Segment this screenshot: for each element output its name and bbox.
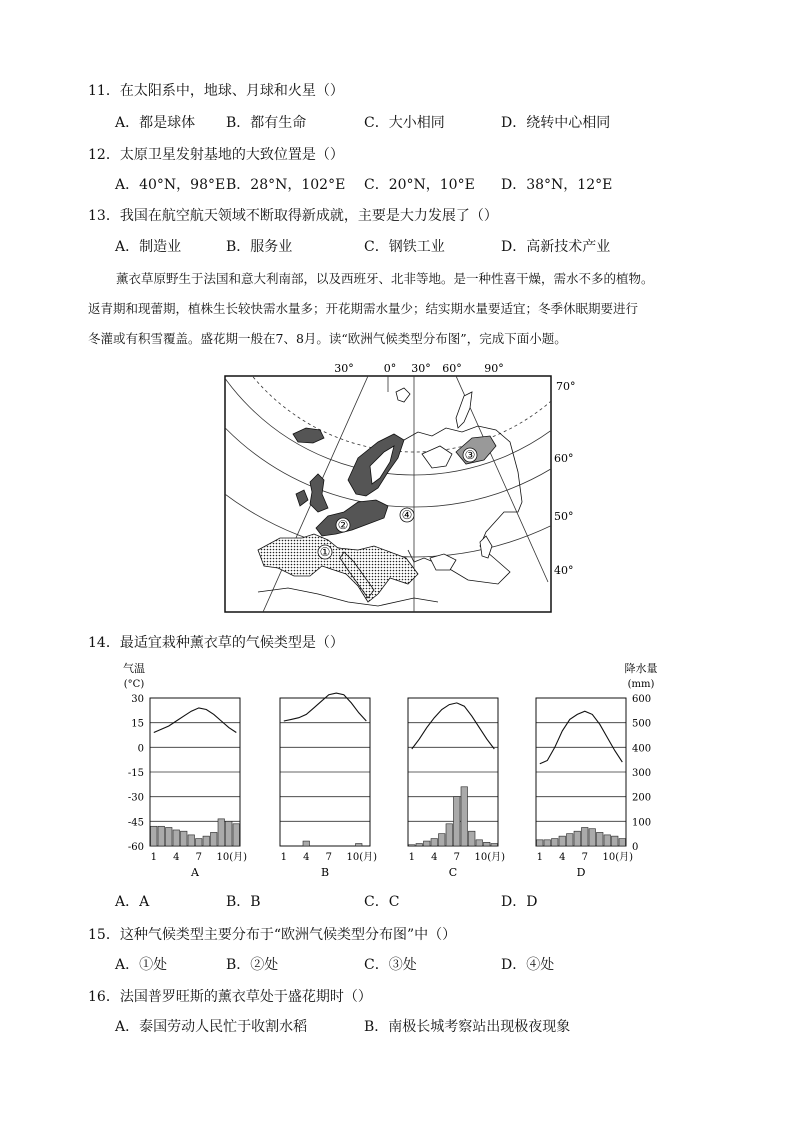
svg-text:②: ② (337, 518, 349, 532)
temperature-curve (284, 693, 367, 721)
precip-bar (612, 836, 619, 846)
svg-text:④: ④ (401, 508, 413, 522)
precip-bar (166, 828, 173, 847)
q13-stem: 13．我国在航空航天领域不断取得新成就，主要是大力发展了（） (88, 208, 498, 224)
precip-bar (218, 819, 225, 846)
precip-bar (454, 797, 461, 846)
q14-stem: 14．最适宜栽种薰衣草的气候类型是（） (88, 635, 344, 651)
lat-label-60: 60° (554, 452, 574, 465)
temperature-curve (540, 711, 623, 764)
precip-tick-label: 600 (632, 694, 652, 705)
precip-bar (537, 840, 544, 846)
temp-tick-label: -45 (127, 817, 144, 829)
lon-label-90e: 90° (484, 362, 504, 375)
temp-tick-label: 30 (131, 694, 144, 705)
precip-bar (484, 842, 491, 846)
climate-chart-b (280, 693, 377, 879)
precip-bar (552, 839, 559, 846)
temp-tick-label: -30 (127, 792, 144, 804)
chart-label: A (191, 866, 199, 879)
temp-tick-label: -15 (127, 768, 144, 779)
q13-option-d: D．高新技术产业 (501, 239, 611, 255)
lat-label-70: 70° (556, 380, 576, 393)
precip-bar (303, 841, 310, 846)
x-tick-label: 4 (173, 852, 180, 863)
temp-tick-label: 15 (131, 718, 144, 730)
precip-bar (416, 844, 423, 846)
europe-climate-map (218, 362, 578, 616)
q13-option-a: A．制造业 (115, 239, 182, 255)
svg-text:①: ① (319, 545, 331, 559)
q11-option-b: B．都有生命 (226, 115, 307, 131)
x-tick-label: 1 (408, 852, 415, 863)
region-marker-4 (400, 508, 414, 522)
precip-bar (431, 839, 438, 846)
q12-option-d: D．38°N，12°E (501, 177, 613, 193)
precip-bar (151, 826, 158, 846)
chart-label: B (320, 866, 330, 879)
precip-bar (424, 841, 431, 846)
precip-bar (439, 834, 446, 846)
precip-tick-label: 0 (632, 842, 639, 853)
x-tick-label: 10(月) (602, 852, 634, 863)
q14-option-a: A．A (115, 894, 150, 910)
passage-line-3: 冬灌或有积雪覆盖。盛花期一般在7、8月。读“欧洲气候类型分布图”，完成下面小题。 (88, 331, 567, 346)
right-axis-title: 降水量 (624, 662, 658, 675)
climate-chart-d (536, 698, 633, 879)
reading-passage (88, 264, 713, 354)
svg-text:③: ③ (464, 448, 476, 462)
x-tick-label: 1 (536, 852, 543, 863)
q14-option-c: C．C (364, 894, 400, 910)
lon-label-0: 0° (383, 362, 397, 375)
precip-bar (226, 821, 233, 846)
temperature-curve (412, 703, 495, 749)
precip-tick-label: 500 (632, 718, 652, 730)
temp-tick-label: -60 (127, 842, 144, 853)
precip-bar (196, 839, 203, 846)
q16-option-b: B．南极长城考察站出现极夜现象 (364, 1019, 571, 1035)
precip-bar (356, 844, 363, 846)
precip-bar (188, 835, 195, 846)
x-tick-label: 7 (195, 852, 202, 863)
region-marker-3 (463, 448, 477, 462)
precip-bar (173, 830, 180, 846)
precip-bar (181, 831, 188, 846)
q15-option-a: A．①处 (115, 957, 168, 973)
precip-bar (446, 824, 453, 846)
q11-option-c: C．大小相同 (364, 115, 445, 131)
precip-tick-label: 100 (632, 817, 652, 829)
q14-option-d: D．D (501, 894, 538, 910)
precip-bar (211, 832, 218, 846)
lat-label-40: 40° (554, 564, 574, 577)
precip-bar (582, 828, 589, 847)
chart-label: C (448, 866, 458, 879)
precip-bar (544, 840, 551, 846)
temperature-curve (154, 708, 237, 733)
precip-bar (158, 826, 165, 846)
q13-option-b: B．服务业 (226, 239, 293, 255)
x-tick-label: 10(月) (216, 852, 248, 863)
precip-bar (574, 831, 581, 846)
passage-line-1: 薰衣草原野生于法国和意大利南部，以及西班牙、北非等地。是一种性喜干燥，需水不多的植物。 (116, 271, 654, 286)
precip-bar (619, 839, 626, 846)
q15-option-c: C．③处 (364, 957, 417, 973)
x-tick-label: 4 (431, 852, 438, 863)
left-axis-title: 气温 (123, 662, 145, 675)
climate-chart-a (150, 698, 247, 879)
q12-option-b: B．28°N，102°E (226, 177, 346, 193)
region-marker-2 (336, 518, 350, 532)
passage-line-2: 返青期和现蕾期，植株生长较快需水量多；开花期需水量少；结实期水量要适宜；冬季休眠期要进行 (88, 301, 639, 316)
lon-label-30e: 30° (411, 362, 431, 375)
precip-bar (469, 831, 476, 846)
q12-stem: 12．太原卫星发射基地的大致位置是（） (88, 147, 344, 163)
q11-stem: 11．在太阳系中，地球、月球和火星（） (88, 83, 344, 99)
precip-tick-label: 400 (632, 743, 652, 755)
x-tick-label: 7 (453, 852, 460, 863)
lon-label-60e: 60° (442, 362, 462, 375)
lon-label-30w: 30° (334, 362, 354, 375)
precip-bar (567, 834, 574, 846)
q11-option-d: D．绕转中心相同 (501, 115, 611, 131)
region-marker-1 (318, 545, 332, 559)
q15-option-d: D．④处 (501, 957, 555, 973)
q14-option-b: B．B (226, 894, 261, 910)
q16-option-a: A．泰国劳动人民忙于收割水稻 (115, 1019, 308, 1035)
climate-charts (118, 660, 668, 880)
precip-bar (461, 787, 468, 846)
x-tick-label: 1 (150, 852, 157, 863)
q15-stem: 15．这种气候类型主要分布于“欧洲气候类型分布图”中（） (88, 927, 457, 943)
q15-option-b: B．②处 (226, 957, 279, 973)
precip-tick-label: 300 (632, 768, 652, 779)
precip-tick-label: 200 (632, 792, 652, 804)
q12-option-a: A．40°N，98°E (115, 177, 226, 193)
q12-option-c: C．20°N，10°E (364, 177, 475, 193)
x-tick-label: 4 (303, 852, 310, 863)
temp-tick-label: 0 (137, 743, 144, 755)
precip-bar (597, 832, 604, 846)
climate-chart-c (408, 698, 505, 879)
x-tick-label: 10(月) (474, 852, 506, 863)
q11-option-a: A．都是球体 (115, 115, 196, 131)
q16-stem: 16．法国普罗旺斯的薰衣草处于盛花期时（） (88, 989, 372, 1005)
precip-bar (203, 836, 210, 846)
x-tick-label: 7 (581, 852, 588, 863)
precip-bar (559, 836, 566, 846)
precip-bar (589, 829, 596, 846)
right-axis-unit: (mm) (627, 679, 655, 690)
x-tick-label: 7 (325, 852, 332, 863)
precip-bar (409, 845, 416, 846)
precip-bar (233, 824, 240, 846)
lat-label-50: 50° (554, 510, 574, 523)
chart-label: D (576, 866, 586, 879)
precip-bar (476, 840, 483, 846)
precip-bar (491, 844, 498, 846)
precip-bar (604, 835, 611, 846)
left-axis-unit: (°C) (123, 679, 145, 690)
x-tick-label: 10(月) (346, 852, 378, 863)
x-tick-label: 1 (280, 852, 287, 863)
x-tick-label: 4 (559, 852, 566, 863)
q13-option-c: C．钢铁工业 (364, 239, 445, 255)
